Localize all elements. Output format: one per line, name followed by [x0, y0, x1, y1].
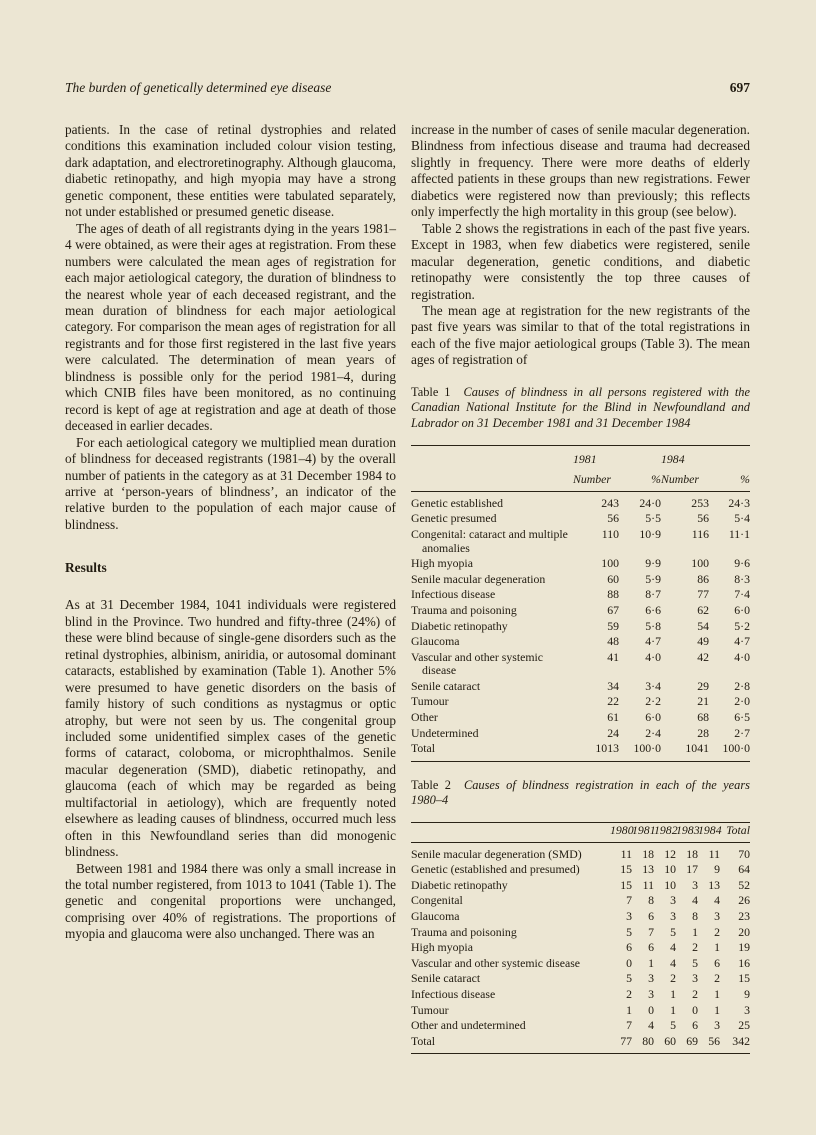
cell-value: 6 — [692, 1018, 698, 1033]
table1-subheader-row — [411, 472, 750, 491]
cell-value: 342 — [732, 1033, 750, 1048]
paragraph: increase in the number of cases of senile macular degeneration. Blindness from infectious disease and trauma had decreased slightly in frequency. There were more deaths of elderly affected patients in these groups than new registrations. Fewer diabetics were registered now than previously; this reflects only imperfectly the high mortality in this group (see below). — [411, 122, 750, 220]
cell-value: 26 — [738, 893, 750, 908]
row-label: Glaucoma — [411, 909, 460, 924]
row-label: Undetermined — [411, 725, 479, 740]
cell-value: 5·4 — [734, 511, 750, 526]
cell-value: 7 — [626, 893, 632, 908]
row-label: Infectious disease — [411, 986, 496, 1001]
left-column — [65, 122, 396, 1054]
table-row — [411, 909, 750, 925]
cell-value: 2·8 — [734, 678, 750, 693]
table-row — [411, 587, 750, 603]
cell-value: 5·9 — [645, 571, 661, 586]
row-label: Genetic established — [411, 495, 504, 510]
table-row — [411, 893, 750, 909]
cell-value: 6 — [648, 940, 654, 955]
table-row — [411, 634, 750, 650]
paragraph: The mean age at registration for the new registrants of the past five years was similar to that of the total registrations in each of the five major aetiological groups (Table 3). The mean ages of registration of — [411, 302, 750, 368]
results-heading: Results — [65, 560, 107, 576]
cell-value: 5 — [626, 971, 632, 986]
cell-value: 2 — [714, 924, 720, 939]
cell-value: 7 — [626, 1018, 632, 1033]
cell-value: 49 — [697, 634, 709, 649]
cell-value: 3 — [648, 986, 654, 1001]
table-row — [411, 956, 750, 972]
table-row — [411, 1018, 750, 1034]
cell-value: 6·0 — [734, 602, 750, 617]
cell-value: 1 — [626, 1002, 632, 1017]
cell-value: 6·6 — [645, 602, 661, 617]
row-label: Tumour — [411, 1002, 449, 1017]
cell-value: 116 — [691, 526, 709, 541]
row-label: Total — [411, 1033, 436, 1048]
cell-value: 19 — [738, 940, 750, 955]
table1-subheader: % — [619, 472, 661, 491]
cell-value: 100 — [601, 556, 619, 571]
cell-value: 3 — [670, 909, 676, 924]
row-label: Genetic (established and presumed) — [411, 862, 580, 877]
cell-value: 4 — [692, 893, 698, 908]
table2-year: 1984 — [698, 823, 720, 843]
cell-value: 18 — [686, 846, 698, 861]
cell-value: 2 — [714, 971, 720, 986]
cell-value: 17 — [686, 862, 698, 877]
table2-caption-text: Causes of blindness registration in each of the years 1980–4 — [411, 777, 750, 808]
cell-value: 3 — [714, 909, 720, 924]
cell-value: 28 — [697, 725, 709, 740]
cell-value: 5·2 — [734, 618, 750, 633]
cell-value: 77 — [620, 1033, 632, 1048]
table1-year-header-row — [411, 445, 750, 472]
cell-value: 5 — [670, 1018, 676, 1033]
table2 — [411, 822, 750, 1054]
cell-value: 6 — [648, 909, 654, 924]
cell-value: 77 — [697, 587, 709, 602]
cell-value: 9 — [714, 862, 720, 877]
cell-value: 15 — [738, 971, 750, 986]
cell-value: 60 — [664, 1033, 676, 1048]
cell-value: 3 — [744, 1002, 750, 1017]
cell-value: 24·3 — [728, 495, 750, 510]
cell-value: 3 — [692, 971, 698, 986]
cell-value: 48 — [607, 634, 619, 649]
cell-value: 2 — [670, 971, 676, 986]
row-label: High myopia — [411, 940, 473, 955]
cell-value: 6 — [714, 955, 720, 970]
page-header — [65, 80, 750, 96]
cell-value: 80 — [642, 1033, 654, 1048]
table-row — [411, 650, 750, 679]
paragraph: patients. In the case of retinal dystrophies and related conditions this examination included colour vision testing, dark adaptation, and electroretinography. Although glaucoma, diabetic retinopathy, and high myopia may have a strong genetic component, these entities were tabulated separately, not under established or presumed genetic disease. — [65, 122, 396, 220]
cell-value: 2 — [626, 986, 632, 1001]
cell-value: 4 — [670, 940, 676, 955]
row-label: Congenital: cataract and multiple anomalies — [411, 526, 568, 555]
paragraph: The ages of death of all registrants dying in the years 1981–4 were obtained, as were their ages at registration. From these numbers were calculated the mean ages of registration for each major aetiological category, the duration of blindness to the nearest whole year of each deceased registrant, and the mean duration of blindness for each major aetiological category. For comparison the mean ages of registration for all registrants and for those first registered in the last five years were calculated. The determination of mean years of blindness is possible only for the period 1981–4, during which CNIB files have been monitored, as no continuing record is kept of age at registration and age at death of those deceased in earlier decades. — [65, 220, 396, 434]
table-row — [411, 572, 750, 588]
cell-value: 7 — [648, 924, 654, 939]
cell-value: 1013 — [595, 741, 619, 756]
table1-year-1981: 1981 — [573, 451, 597, 466]
table2-caption — [411, 778, 750, 809]
cell-value: 0 — [626, 955, 632, 970]
table1-caption-text: Causes of blindness in all persons registered with the Canadian National Institute for the Blind in Newfoundland and Labrador on 31 December 1981 and 31 December 1984 — [411, 384, 750, 430]
cell-value: 52 — [738, 877, 750, 892]
table-row — [411, 710, 750, 726]
row-label: Glaucoma — [411, 634, 460, 649]
cell-value: 3 — [670, 893, 676, 908]
cell-value: 29 — [697, 678, 709, 693]
cell-value: 12 — [664, 846, 676, 861]
table-row — [411, 987, 750, 1003]
cell-value: 1 — [714, 986, 720, 1001]
cell-value: 68 — [697, 710, 709, 725]
table-row — [411, 878, 750, 894]
cell-value: 42 — [697, 649, 709, 664]
cell-value: 62 — [697, 602, 709, 617]
cell-value: 8·7 — [645, 587, 661, 602]
table-row — [411, 679, 750, 695]
row-label: Diabetic retinopathy — [411, 877, 508, 892]
cell-value: 253 — [691, 495, 709, 510]
cell-value: 13 — [708, 877, 720, 892]
cell-value: 1 — [648, 955, 654, 970]
cell-value: 1041 — [685, 741, 709, 756]
cell-value: 4·7 — [645, 634, 661, 649]
table-row — [411, 619, 750, 635]
row-label: Diabetic retinopathy — [411, 618, 508, 633]
cell-value: 4·0 — [734, 649, 750, 664]
row-label: Senile macular degeneration — [411, 571, 546, 586]
cell-value: 11·1 — [728, 526, 750, 541]
table-row — [411, 842, 750, 862]
cell-value: 7·4 — [734, 587, 750, 602]
row-label: Vascular and other systemic disease — [411, 649, 544, 678]
cell-value: 61 — [607, 710, 619, 725]
cell-value: 54 — [697, 618, 709, 633]
cell-value: 3·4 — [645, 678, 661, 693]
cell-value: 5 — [692, 955, 698, 970]
cell-value: 10 — [664, 877, 676, 892]
cell-value: 11 — [620, 846, 632, 861]
table2-year: 1983 — [676, 823, 698, 843]
running-title: The burden of genetically determined eye disease — [65, 80, 332, 95]
table-row — [411, 726, 750, 742]
cell-value: 70 — [738, 846, 750, 861]
cell-value: 8·3 — [734, 571, 750, 586]
row-label: Trauma and poisoning — [411, 602, 517, 617]
row-label: Tumour — [411, 694, 449, 709]
cell-value: 24 — [607, 725, 619, 740]
table-row — [411, 741, 750, 761]
row-label: High myopia — [411, 556, 473, 571]
cell-value: 4 — [714, 893, 720, 908]
cell-value: 100·0 — [722, 741, 750, 756]
cell-value: 59 — [607, 618, 619, 633]
table-row — [411, 940, 750, 956]
cell-value: 25 — [738, 1018, 750, 1033]
row-label: Congenital — [411, 893, 463, 908]
table-row — [411, 925, 750, 941]
cell-value: 10·9 — [639, 526, 661, 541]
cell-value: 2 — [692, 986, 698, 1001]
cell-value: 1 — [692, 924, 698, 939]
row-label: Other — [411, 710, 438, 725]
cell-value: 2·0 — [734, 694, 750, 709]
cell-value: 22 — [607, 694, 619, 709]
table2-year: 1981 — [632, 823, 654, 843]
cell-value: 2·2 — [645, 694, 661, 709]
cell-value: 110 — [601, 526, 619, 541]
row-label: Senile cataract — [411, 678, 481, 693]
cell-value: 100·0 — [633, 741, 661, 756]
cell-value: 1 — [670, 986, 676, 1001]
cell-value: 1 — [670, 1002, 676, 1017]
cell-value: 23 — [738, 909, 750, 924]
table-row — [411, 603, 750, 619]
cell-value: 16 — [738, 955, 750, 970]
table1-subheader: Number — [573, 472, 619, 491]
table1-label: Table 1 — [411, 384, 451, 399]
cell-value: 11 — [708, 846, 720, 861]
table1-caption — [411, 385, 750, 432]
paragraph: Between 1981 and 1984 there was only a small increase in the total number registered, from 1013 to 1041 (Table 1). The genetic and congenital proportions were unchanged, comprising over 40% of registrations. The proportions of myopia and glaucoma were also unchanged. There was an — [65, 860, 396, 942]
cell-value: 64 — [738, 862, 750, 877]
table1 — [411, 445, 750, 762]
cell-value: 4 — [648, 1018, 654, 1033]
table1-year-1984: 1984 — [661, 451, 685, 466]
cell-value: 15 — [620, 877, 632, 892]
table2-header-row — [411, 823, 750, 843]
cell-value: 4·0 — [645, 649, 661, 664]
cell-value: 5·5 — [645, 511, 661, 526]
table-row — [411, 862, 750, 878]
row-label: Vascular and other systemic disease — [411, 955, 581, 970]
cell-value: 2·4 — [645, 725, 661, 740]
row-label: Genetic presumed — [411, 511, 497, 526]
cell-value: 69 — [686, 1033, 698, 1048]
table2-label: Table 2 — [411, 777, 451, 792]
cell-value: 86 — [697, 571, 709, 586]
cell-value: 3 — [714, 1018, 720, 1033]
row-label: Total — [411, 741, 436, 756]
cell-value: 15 — [620, 862, 632, 877]
paragraph: For each aetiological category we multiplied mean duration of blindness for deceased registrants (1981–4) by the overall number of patients in the category as at 31 December 1984 to arrive at ‘person-years of blindness’, an indicator of the relative burden to the population of each major cause of blindness. — [65, 434, 396, 532]
cell-value: 100 — [691, 556, 709, 571]
cell-value: 2 — [692, 940, 698, 955]
cell-value: 5 — [626, 924, 632, 939]
table2-total-header: Total — [720, 823, 750, 843]
cell-value: 56 — [697, 511, 709, 526]
page-number: 697 — [729, 80, 750, 95]
table-row — [411, 556, 750, 572]
table-row — [411, 694, 750, 710]
cell-value: 3 — [648, 971, 654, 986]
paragraph: As at 31 December 1984, 1041 individuals were registered blind in the Province. Two hundred and fifty-three (24%) of these were blind because of single-gene disorders such as the retinal dystrophies, albinism, aniridia, or autosomal dominant cataracts, established by examination (Table 1). Another 5% were presumed to have genetic disorders on the basis of family history of such conditions as nystagmus or optic atrophy, but were not seen by us. The congenital group included some unidentified simplex cases of the genetic forms of cataract, coloboma, or microphthalmos. Senile macular degeneration (SMD), diabetic retinopathy, and glaucoma (each of which may be regarded as being multifactorial in aetiology), which are frequently noted elsewhere as leading causes of blindness, occurred much less often in this Newfoundland series than did monogenic blindness. — [65, 597, 396, 860]
cell-value: 20 — [738, 924, 750, 939]
cell-value: 88 — [607, 587, 619, 602]
cell-value: 18 — [642, 846, 654, 861]
cell-value: 8 — [648, 893, 654, 908]
cell-value: 5·8 — [645, 618, 661, 633]
cell-value: 5 — [670, 924, 676, 939]
cell-value: 60 — [607, 571, 619, 586]
cell-value: 8 — [692, 909, 698, 924]
cell-value: 6·0 — [645, 710, 661, 725]
cell-value: 6 — [626, 940, 632, 955]
cell-value: 41 — [607, 649, 619, 664]
cell-value: 4 — [670, 955, 676, 970]
table-row — [411, 527, 750, 556]
table-row — [411, 971, 750, 987]
cell-value: 9 — [744, 986, 750, 1001]
cell-value: 2·7 — [734, 725, 750, 740]
table-row — [411, 1034, 750, 1054]
cell-value: 9·6 — [734, 556, 750, 571]
cell-value: 6·5 — [734, 710, 750, 725]
cell-value: 3 — [692, 877, 698, 892]
cell-value: 67 — [607, 602, 619, 617]
cell-value: 11 — [642, 877, 654, 892]
two-column-layout — [65, 122, 750, 1054]
cell-value: 13 — [642, 862, 654, 877]
cell-value: 21 — [697, 694, 709, 709]
row-label: Infectious disease — [411, 587, 496, 602]
row-label: Senile cataract — [411, 971, 481, 986]
paragraph: Table 2 shows the registrations in each of the past five years. Except in 1983, when few diabetics were registered, senile macular degeneration, genetic conditions, and diabetic retinopathy were consistently the top three causes of registration. — [411, 220, 750, 302]
table-row — [411, 1003, 750, 1019]
row-label: Senile macular degeneration (SMD) — [411, 846, 582, 861]
row-label: Trauma and poisoning — [411, 924, 517, 939]
cell-value: 0 — [692, 1002, 698, 1017]
cell-value: 1 — [714, 940, 720, 955]
table1-subheader: % — [709, 472, 750, 491]
cell-value: 24·0 — [639, 495, 661, 510]
cell-value: 3 — [626, 909, 632, 924]
table1-subheader: Number — [661, 472, 709, 491]
cell-value: 1 — [714, 1002, 720, 1017]
cell-value: 34 — [607, 678, 619, 693]
table2-year: 1980 — [610, 823, 632, 843]
row-label: Other and undetermined — [411, 1018, 526, 1033]
cell-value: 243 — [601, 495, 619, 510]
cell-value: 4·7 — [734, 634, 750, 649]
right-column — [411, 122, 750, 1054]
cell-value: 56 — [607, 511, 619, 526]
cell-value: 10 — [664, 862, 676, 877]
cell-value: 56 — [708, 1033, 720, 1048]
table-row — [411, 511, 750, 527]
table-row — [411, 491, 750, 511]
table2-year: 1982 — [654, 823, 676, 843]
cell-value: 0 — [648, 1002, 654, 1017]
cell-value: 9·9 — [645, 556, 661, 571]
